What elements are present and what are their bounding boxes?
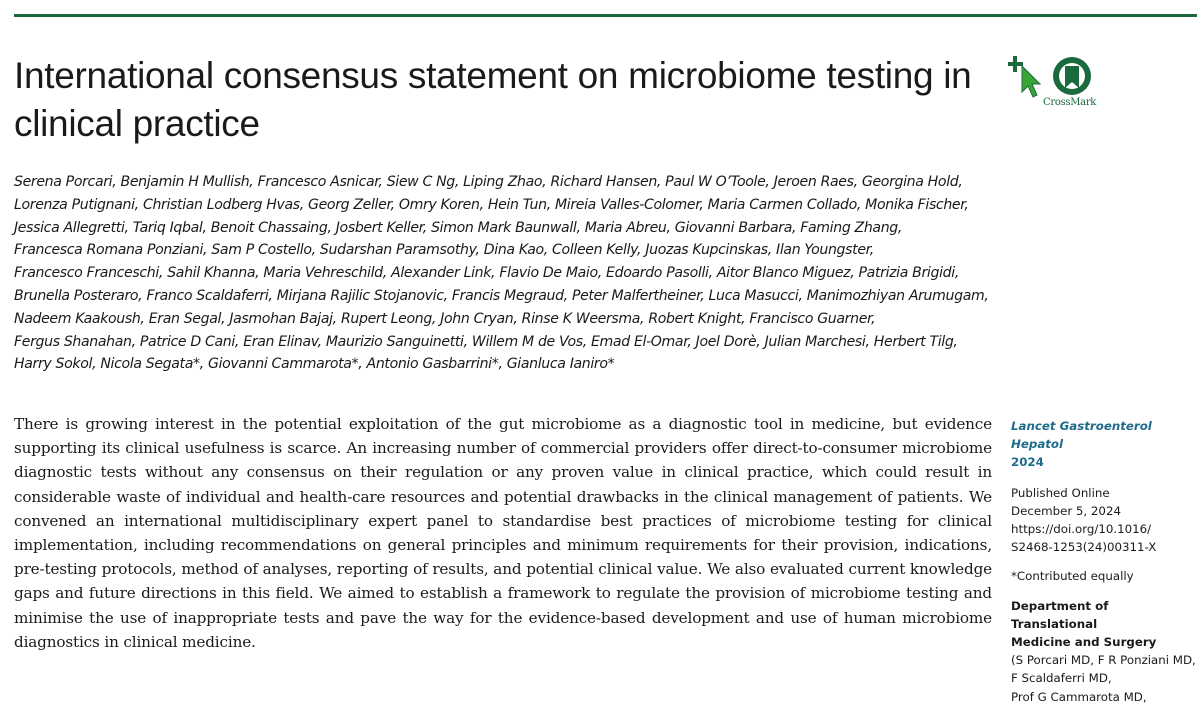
author-name[interactable]: Ilan Youngster,	[776, 242, 874, 259]
author-name[interactable]: Emad El-Omar,	[591, 333, 692, 350]
affiliation-line-1: (S Porcari MD, F R Ponziani MD,	[1011, 653, 1196, 668]
contributed-note: *Contributed equally	[1011, 569, 1134, 584]
author-name[interactable]: Franco Scaldaferri,	[146, 287, 273, 304]
author-name[interactable]: Harry Sokol,	[14, 356, 97, 373]
author-name[interactable]: Peter Malfertheiner,	[571, 287, 705, 304]
author-name[interactable]: Edoardo Pasolli,	[606, 265, 713, 282]
journal-name[interactable]: Lancet Gastroenterol Hepatol	[1011, 419, 1152, 452]
department-line-2: Medicine and Surgery	[1011, 635, 1157, 650]
author-name[interactable]: Maria Carmen Collado,	[707, 196, 862, 213]
author-name[interactable]: Rupert Leong,	[340, 310, 437, 327]
author-name[interactable]: Francesco Franceschi,	[14, 265, 164, 282]
author-name[interactable]: Simon Mark Baunwall,	[431, 219, 581, 236]
author-name[interactable]: Benoit Chassaing,	[210, 219, 332, 236]
doi-id[interactable]: S2468-1253(24)00311-X	[1011, 540, 1157, 555]
author-name[interactable]: Tariq Iqbal,	[132, 219, 207, 236]
author-name[interactable]: Liping Zhao,	[463, 174, 547, 190]
author-name[interactable]: Alexander Link,	[391, 265, 496, 282]
author-name[interactable]: Dina Kao,	[483, 242, 548, 259]
author-name[interactable]: John Cryan,	[440, 310, 518, 327]
author-name[interactable]: Mirjana Rajilic Stojanovic,	[276, 287, 448, 304]
author-name[interactable]: Nadeem Kaakoush,	[14, 310, 145, 327]
author-name[interactable]: Willem M de Vos,	[471, 333, 587, 350]
author-name[interactable]: Christian Lodberg Hvas,	[142, 196, 304, 213]
author-name[interactable]: Francesca Romana Ponziani,	[14, 242, 208, 259]
author-name[interactable]: Aitor Blanco Miguez,	[716, 265, 855, 282]
author-name[interactable]: Jessica Allegretti,	[14, 219, 129, 236]
author-name[interactable]: Robert Knight,	[648, 310, 746, 327]
published-date: December 5, 2024	[1011, 503, 1121, 518]
author-name[interactable]: Lorenza Putignani,	[14, 196, 139, 213]
author-name[interactable]: Luca Masucci,	[708, 287, 803, 304]
author-name[interactable]: Flavio De Maio,	[499, 265, 602, 282]
author-name[interactable]: Francis Megraud,	[451, 287, 568, 304]
publication-info	[1011, 484, 1196, 557]
author-name[interactable]: Mireia Valles-Colomer,	[554, 196, 704, 213]
author-name[interactable]: Sam P Costello,	[211, 242, 316, 259]
author-name[interactable]: Antonio Gasbarrini*,	[366, 356, 503, 373]
author-name[interactable]: Omry Koren,	[398, 196, 484, 213]
article-sidebar	[1011, 417, 1196, 706]
author-name[interactable]: Fergus Shanahan,	[14, 333, 136, 350]
author-name[interactable]: Juozas Kupcinskas,	[645, 242, 772, 259]
author-name[interactable]: Rinse K Weersma,	[521, 310, 645, 327]
author-name[interactable]: Maria Abreu,	[584, 219, 671, 236]
author-name[interactable]: Brunella Posteraro,	[14, 287, 143, 304]
author-name[interactable]: Francisco Guarner,	[749, 310, 876, 327]
affiliation-line-2: F Scaldaferri MD,	[1011, 671, 1112, 686]
author-name[interactable]: Siew C Ng,	[386, 174, 460, 190]
author-name[interactable]: Faming Zhang,	[800, 219, 903, 236]
author-name[interactable]: Giovanni Barbara,	[674, 219, 797, 236]
author-name[interactable]: Francesco Asnicar,	[257, 174, 383, 190]
author-name[interactable]: Joel Dorè,	[695, 333, 761, 350]
abstract: There is growing interest in the potential exploitation of the gut microbiome as a diagnostic tool in medicine, but evidence supporting its clinical usefulness is scarce. An increasing number of commercial providers offer direct-to-consumer microbiome diagnostic tests without any consensus on their regulation or any proven value in clinical practice, which could result in considerable waste of individual and health-care resources and potential drawbacks in the clinical management of patients. We convened an international multidisciplinary expert panel to standardise best practices of microbiome testing for clinical implementation, including recommendations on general principles and minimum requirements for their provision, indications, pre-testing protocols, method of analyses, reporting of results, and potential clinical value. We also evaluated current knowledge gaps and future directions in this field. We aimed to establish a framework to regulate the provision of microbiome testing and minimise the use of inappropriate tests and pave the way for the evidence-based development and use of human microbiome diagnostics in clinical medicine.	[14, 415, 992, 651]
author-name[interactable]: Nicola Segata*,	[100, 356, 204, 373]
crossmark-label: CrossMark	[1043, 97, 1097, 108]
author-name[interactable]: Josbert Keller,	[335, 219, 427, 236]
author-name[interactable]: Sahil Khanna,	[167, 265, 260, 282]
author-name[interactable]: Colleen Kelly,	[552, 242, 642, 259]
author-name[interactable]: Manimozhiyan Arumugam,	[806, 287, 989, 304]
author-name[interactable]: Georg Zeller,	[308, 196, 395, 213]
author-name[interactable]: Julian Marchesi,	[764, 333, 870, 350]
author-name[interactable]: Patrizia Brigidi,	[858, 265, 959, 282]
author-list	[14, 171, 994, 376]
author-name[interactable]: Patrice D Cani,	[139, 333, 240, 350]
author-name[interactable]: Richard Hansen,	[550, 174, 662, 190]
author-name[interactable]: Monika Fischer,	[865, 196, 969, 213]
author-name[interactable]: Hein Tun,	[487, 196, 551, 213]
header-rule	[14, 14, 1197, 17]
doi-link[interactable]: https://doi.org/10.1016/	[1011, 522, 1152, 537]
author-name[interactable]: Gianluca Ianiro*	[506, 356, 615, 373]
author-name[interactable]: Georgina Hold,	[861, 174, 963, 190]
department-line-1: Department of Translational	[1011, 598, 1109, 631]
author-name[interactable]: Paul W O’Toole,	[665, 174, 770, 190]
author-name[interactable]: Herbert Tilg,	[873, 333, 958, 350]
author-name[interactable]: Eran Elinav,	[243, 333, 322, 350]
author-name[interactable]: Jasmohan Bajaj,	[229, 310, 337, 327]
published-line: Published Online	[1011, 485, 1110, 500]
author-name[interactable]: Serena Porcari,	[14, 174, 117, 190]
author-name[interactable]: Maurizio Sanguinetti,	[325, 333, 468, 350]
author-name[interactable]: Benjamin H Mullish,	[120, 174, 254, 190]
affiliation-line-3: Prof G Cammarota MD,	[1011, 689, 1147, 704]
author-name[interactable]: Eran Segal,	[148, 310, 226, 327]
author-name[interactable]: Giovanni Cammarota*,	[208, 356, 363, 373]
author-name[interactable]: Maria Vehreschild,	[263, 265, 387, 282]
journal-year: 2024	[1011, 455, 1044, 470]
author-name[interactable]: Jeroen Raes,	[773, 174, 858, 190]
article-title: International consensus statement on microbiome testing in clinical practice	[14, 55, 972, 144]
author-name[interactable]: Sudarshan Paramsothy,	[319, 242, 480, 259]
